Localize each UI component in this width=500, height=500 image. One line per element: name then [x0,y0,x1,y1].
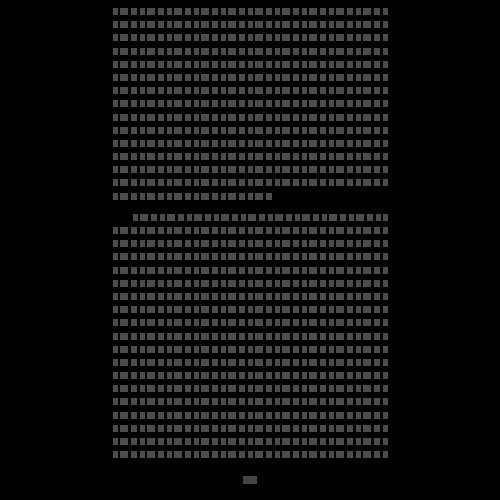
text-line [113,385,388,392]
text-line [113,253,388,260]
text-line [113,87,388,94]
text-line [113,100,388,107]
text-line [113,8,388,15]
text-line [113,267,388,274]
text-line [113,319,388,326]
text-line [113,61,388,68]
text-line [113,179,388,186]
page-number [243,476,257,484]
text-line [113,153,388,160]
text-block [113,8,388,464]
text-line [113,127,388,134]
text-line [113,372,388,379]
text-line [113,280,388,287]
text-line [113,48,388,55]
text-line [113,425,388,432]
text-line [113,166,388,173]
text-line [113,346,388,353]
text-line [113,21,388,28]
text-line [113,240,388,247]
text-line [113,293,388,300]
text-line [113,74,388,81]
text-line [113,140,388,147]
text-line [113,306,388,313]
text-line [113,438,388,445]
text-line [113,359,388,366]
text-line [113,227,388,234]
text-line [113,412,388,419]
paragraph-gap [113,206,388,214]
text-line [113,333,388,340]
text-line [113,193,273,200]
text-line [133,214,388,221]
text-line [113,398,388,405]
text-line [113,34,388,41]
text-line [113,451,388,458]
text-line [113,114,388,121]
